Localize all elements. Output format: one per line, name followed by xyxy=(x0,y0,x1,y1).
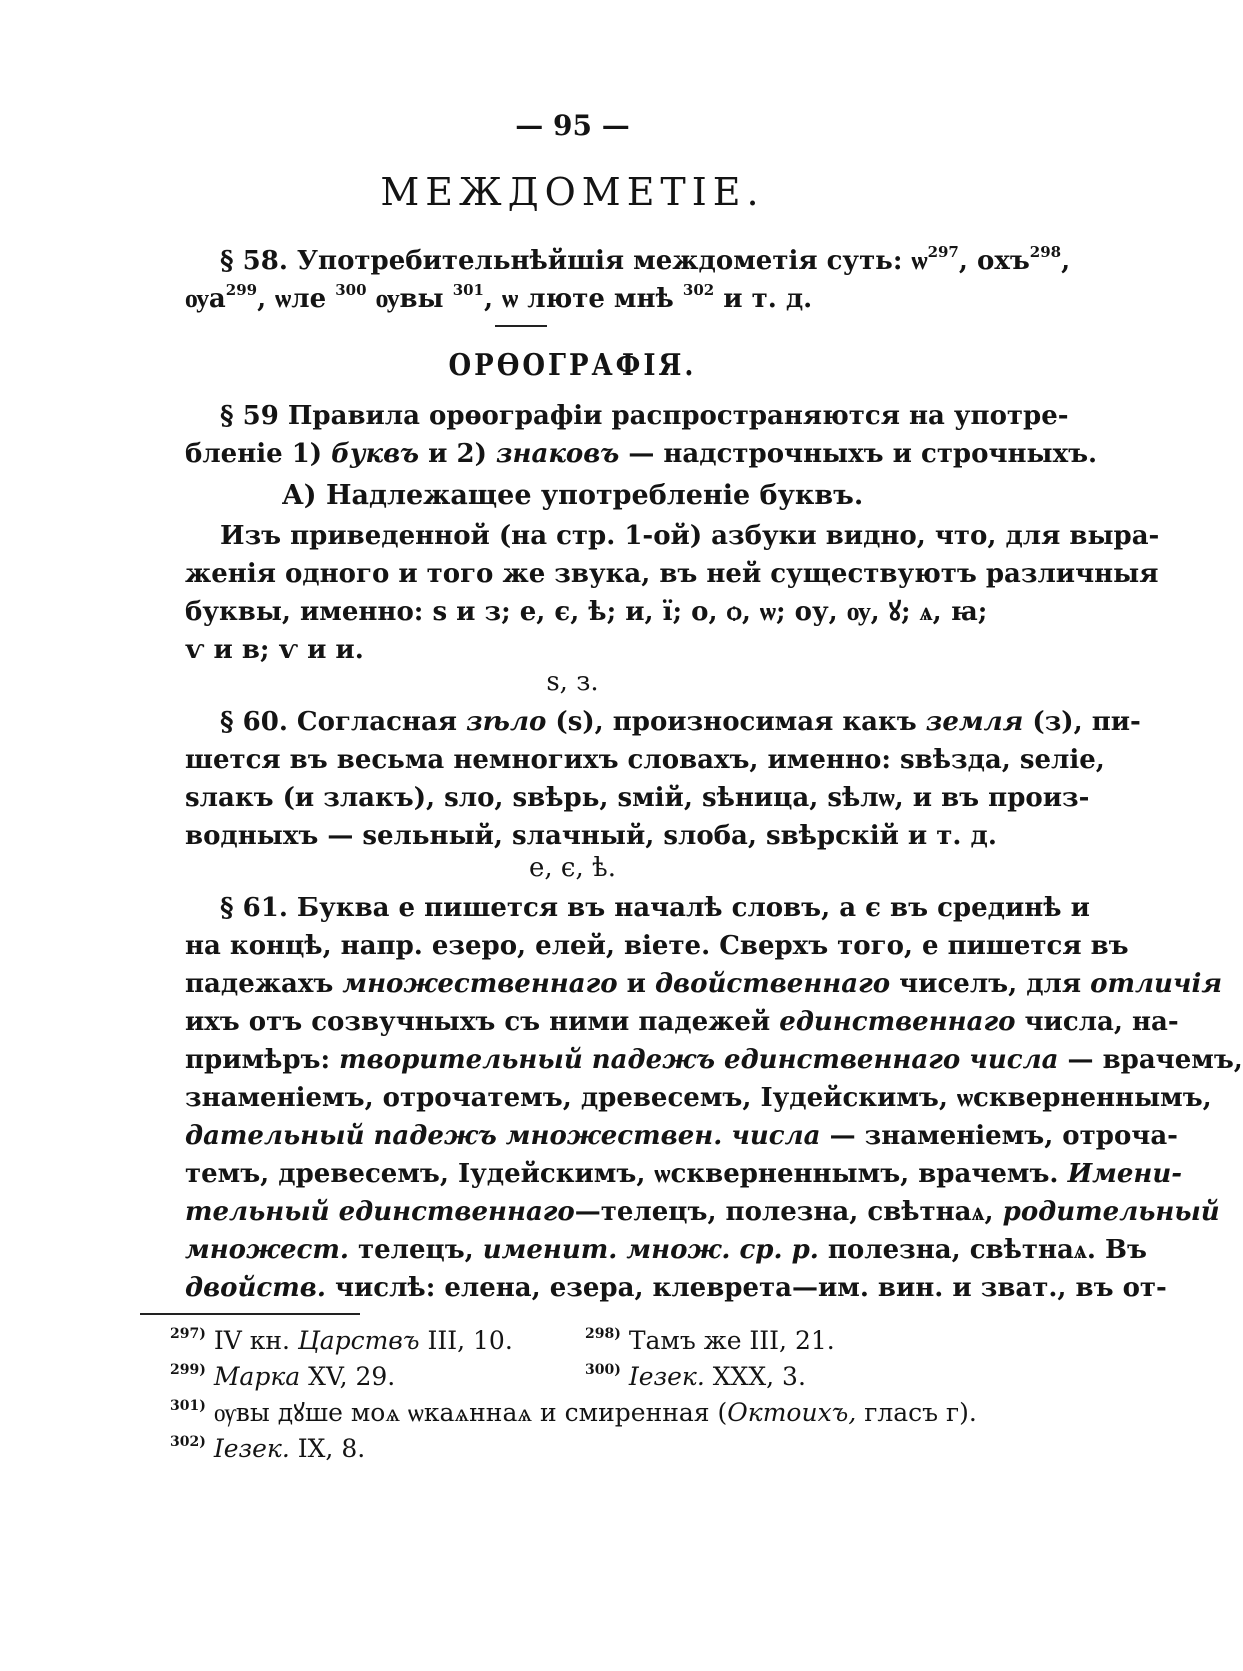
text-italic: родительный xyxy=(1002,1197,1220,1227)
section-a-heading: А) Надлежащее употребленіе буквъ. xyxy=(281,480,864,511)
text-italic: двойственнаго xyxy=(654,969,891,999)
text: (ѕ), произносимая какъ xyxy=(555,707,917,737)
text-italic: Октоихъ, xyxy=(727,1398,857,1427)
footnote-298 xyxy=(585,1324,835,1358)
text: чиселъ, для xyxy=(899,969,1082,999)
footnote-301 xyxy=(170,1396,977,1430)
text: ѹвы xyxy=(375,284,444,314)
footnote-ref-298[interactable]: 298 xyxy=(1029,243,1062,261)
text-italic: Iезек. xyxy=(213,1434,290,1463)
footnote-number: 302) xyxy=(170,1434,206,1450)
paragraph-61-line-11 xyxy=(185,1270,1167,1306)
text-italic: земля xyxy=(925,707,1024,737)
text: — врачемъ, xyxy=(1067,1045,1243,1075)
paragraph-61-line-9 xyxy=(185,1194,1220,1230)
text: темъ, древесемъ, Іудейскимъ, ѡскверненнымъ, врачемъ. xyxy=(185,1159,1059,1189)
text-italic: двойств. xyxy=(185,1273,326,1303)
text: XXX, 3. xyxy=(712,1362,806,1391)
page-title: МЕЖДОМЕТІЕ. xyxy=(380,170,765,214)
text: § 58. Употребительнѣйшія междометія суть: ѡ xyxy=(220,246,928,276)
text: бленіе 1) xyxy=(185,439,323,469)
text-italic: именит. множ. ср. р. xyxy=(482,1235,819,1265)
text: § 60. Согласная xyxy=(220,707,457,737)
paragraph-a-line-1: Изъ приведенной (на стр. 1-ой) азбуки видно, что, для выра- xyxy=(220,521,1160,551)
paragraph-59-line-2 xyxy=(185,436,1098,472)
paragraph-a-line-3: буквы, именно: ѕ и з; е, є, ѣ; и, ї; о, ѻ, ѡ; оу, ѹ, ꙋ; ѧ, ꙗ; xyxy=(185,597,988,627)
text: , ѡ люте мнѣ xyxy=(484,284,674,314)
footnote-300 xyxy=(585,1360,806,1394)
subheading-sz: ѕ, з. xyxy=(546,667,599,697)
paragraph-60-line-4: водныхъ — ѕельный, ѕлачный, ѕлоба, ѕвѣрскій и т. д. xyxy=(185,821,997,851)
paragraph-61-line-6: знаменіемъ, отрочатемъ, древесемъ, Іудейскимъ, ѡскверненнымъ, xyxy=(185,1083,1212,1113)
footnote-299 xyxy=(170,1360,395,1394)
text: числѣ: елена, езера, клеврета—им. вин. и зват., въ от- xyxy=(334,1273,1167,1303)
paragraph-61-line-5 xyxy=(185,1042,1243,1078)
text: IV кн. xyxy=(213,1326,290,1355)
footnote-number: 300) xyxy=(585,1362,621,1378)
text: , ѡле xyxy=(257,284,327,314)
divider xyxy=(495,325,547,327)
text-italic: отличія xyxy=(1090,969,1223,999)
footnote-ref-300[interactable]: 300 xyxy=(335,281,367,299)
text: , охъ xyxy=(958,246,1030,276)
text: — надстрочныхъ и строчныхъ. xyxy=(628,439,1098,469)
paragraph-61-line-1: § 61. Буква е пишется въ началѣ словъ, а є въ срединѣ и xyxy=(220,893,1090,923)
text-italic: творительный падежъ единственнаго числа xyxy=(339,1045,1059,1075)
text: ѹа xyxy=(185,284,226,314)
paragraph-a-line-2: женія одного и того же звука, въ ней существуютъ различныя xyxy=(185,559,1159,589)
footnote-number: 298) xyxy=(585,1326,621,1342)
footnote-ref-301[interactable]: 301 xyxy=(452,281,484,299)
text: —телецъ, полезна, свѣтнаѧ, xyxy=(574,1197,994,1227)
text: ѹвы дꙋше моѧ ѡкаѧннаѧ и смиренная ( xyxy=(213,1398,728,1427)
paragraph-61-line-10 xyxy=(185,1232,1147,1268)
text-italic: Марка xyxy=(213,1362,301,1391)
footnote-divider xyxy=(140,1313,360,1315)
text: и т. д. xyxy=(723,284,813,314)
page-number: — 95 — xyxy=(515,109,630,142)
text: (з), пи- xyxy=(1032,707,1141,737)
text: телецъ, xyxy=(357,1235,474,1265)
text: числа, на- xyxy=(1024,1007,1179,1037)
text: — знаменіемъ, отроча- xyxy=(829,1121,1178,1151)
paragraph-61-line-4 xyxy=(185,1004,1179,1040)
footnote-number: 299) xyxy=(170,1362,206,1378)
paragraph-61-line-7 xyxy=(185,1118,1178,1154)
text-italic: единственнаго xyxy=(779,1007,1016,1037)
paragraph-61-line-2: на концѣ, напр. езеро, елей, віете. Сверхъ того, е пишется въ xyxy=(185,931,1129,961)
text: падежахъ xyxy=(185,969,334,999)
paragraph-61-line-8 xyxy=(185,1156,1183,1192)
orthography-heading: ОРѲОГРАФІЯ. xyxy=(448,348,697,384)
footnote-302 xyxy=(170,1432,365,1466)
text-italic: Царствъ xyxy=(297,1326,420,1355)
footnote-ref-302[interactable]: 302 xyxy=(682,281,715,299)
paragraph-59-line-1: § 59 Правила орѳографіи распространяются на употре- xyxy=(220,401,1069,431)
footnote-number: 297) xyxy=(170,1326,206,1342)
text-italic: Iезек. xyxy=(628,1362,705,1391)
text: Тамъ же III, 21. xyxy=(628,1326,835,1355)
text: , xyxy=(1061,246,1071,276)
text-italic: Имени- xyxy=(1067,1159,1183,1189)
footnote-297 xyxy=(170,1324,513,1358)
text-italic: зѣло xyxy=(466,707,547,737)
paragraph-a-line-4: ѵ и в; ѵ и и. xyxy=(185,635,364,665)
footnote-number: 301) xyxy=(170,1398,206,1414)
text: примѣръ: xyxy=(185,1045,331,1075)
paragraph-60-line-3: ѕлакъ (и злакъ), ѕло, ѕвѣрь, ѕмій, ѕѣница, ѕѣлѡ, и въ произ- xyxy=(185,783,1090,813)
text: IX, 8. xyxy=(297,1434,366,1463)
paragraph-58-line-2 xyxy=(185,281,960,317)
subheading-e: е, є, ѣ. xyxy=(529,853,616,883)
paragraph-60-line-1 xyxy=(220,704,1141,740)
text-italic: тельный единственнаго xyxy=(185,1197,575,1227)
footnote-ref-297[interactable]: 297 xyxy=(927,243,959,261)
text: ихъ отъ созвучныхъ съ ними падежей xyxy=(185,1007,771,1037)
text: и 2) xyxy=(428,439,487,469)
text: и xyxy=(626,969,646,999)
text: полезна, свѣтнаѧ. Въ xyxy=(827,1235,1147,1265)
text-italic: дательный падежъ множествен. числа xyxy=(185,1121,821,1151)
text-italic: множест. xyxy=(185,1235,349,1265)
text: гласъ г). xyxy=(864,1398,977,1427)
text-italic: знаковъ xyxy=(495,439,620,469)
paragraph-61-line-3 xyxy=(185,966,1223,1002)
text-italic: буквъ xyxy=(331,439,420,469)
text: XV, 29. xyxy=(308,1362,396,1391)
text-italic: множественнаго xyxy=(342,969,618,999)
footnote-ref-299[interactable]: 299 xyxy=(225,281,258,299)
paragraph-58-line-1 xyxy=(220,243,1071,279)
paragraph-60-line-2: шется въ весьма немногихъ словахъ, именно: ѕвѣзда, ѕеліе, xyxy=(185,745,1105,775)
text: III, 10. xyxy=(427,1326,513,1355)
